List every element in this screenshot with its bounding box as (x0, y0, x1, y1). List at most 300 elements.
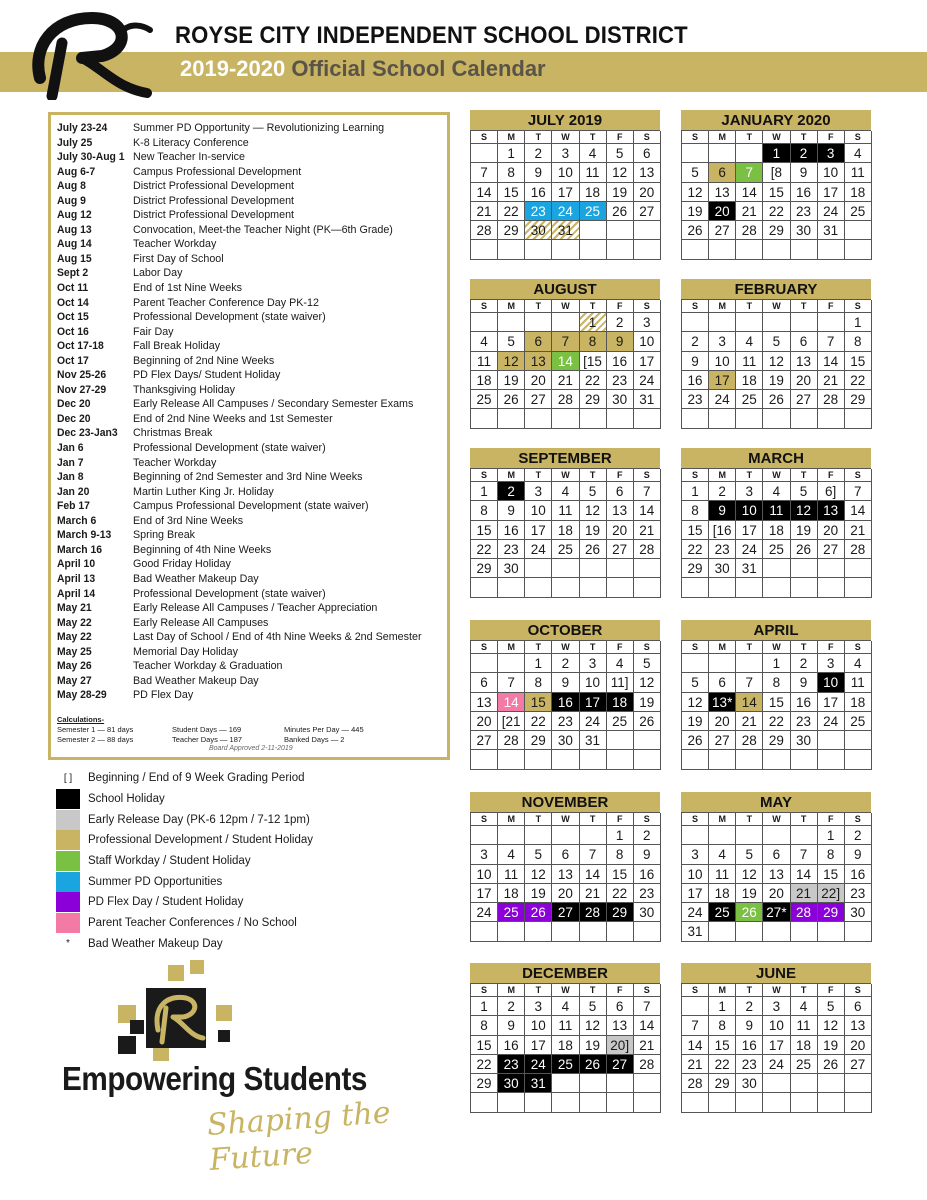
event-text: Fall Break Holiday (133, 340, 221, 353)
empty-cell (525, 578, 552, 597)
empty-cell (845, 922, 872, 941)
day-cell: 31 (580, 731, 607, 750)
day-cell: 18 (552, 521, 579, 540)
day-cell: 14 (791, 865, 818, 884)
day-cell: 23 (791, 712, 818, 731)
day-cell: 26 (682, 731, 709, 750)
event-date: May 22 (57, 616, 92, 629)
event-row (57, 528, 447, 543)
day-cell: 30 (498, 559, 525, 578)
day-cell: 15 (682, 521, 709, 540)
month-name: OCTOBER (470, 620, 660, 640)
day-cell: 21 (552, 371, 579, 390)
empty-cell (682, 1093, 709, 1112)
day-cell: 22 (580, 371, 607, 390)
day-cell: 17 (552, 183, 579, 202)
day-cell: 9 (736, 1016, 763, 1035)
empty-cell (580, 1074, 607, 1093)
empty-cell (498, 409, 525, 428)
legend-label: Professional Development / Student Holiday (88, 834, 314, 847)
day-cell: 3 (471, 845, 498, 864)
day-cell: 22 (525, 712, 552, 731)
empty-cell (818, 409, 845, 428)
day-cell: 23 (709, 540, 736, 559)
day-cell: 3 (818, 654, 845, 673)
event-text: Bad Weather Makeup Day (133, 572, 259, 585)
event-text: Fair Day (133, 325, 174, 338)
day-cell: 18 (552, 1036, 579, 1055)
day-cell: 23 (791, 202, 818, 221)
event-row (57, 426, 447, 441)
legend-item-flex (56, 892, 456, 913)
day-cell: 3 (552, 144, 579, 163)
day-cell: 2 (552, 654, 579, 673)
day-cell: 7 (498, 673, 525, 692)
empty-cell (552, 240, 579, 259)
empty-cell (791, 559, 818, 578)
day-cell: 6 (607, 482, 634, 501)
day-cell: 2 (791, 144, 818, 163)
event-text: Professional Development (state waiver) (133, 587, 326, 600)
day-cell: 19 (580, 1036, 607, 1055)
day-cell: 13 (818, 501, 845, 520)
weekday-header: S (682, 469, 709, 482)
day-cell: 10 (525, 501, 552, 520)
weekday-header: M (709, 641, 736, 654)
day-cell: 12 (498, 352, 525, 371)
event-text: Summer PD Opportunity — Revolutionizing Learning (133, 122, 385, 134)
day-cell: 12 (580, 1016, 607, 1035)
day-cell: 19 (634, 693, 661, 712)
day-cell: 5 (525, 845, 552, 864)
day-cell: 4 (736, 332, 763, 351)
day-cell: 16 (498, 1036, 525, 1055)
day-cell: 11 (552, 501, 579, 520)
day-cell: 15 (471, 521, 498, 540)
day-cell: 23 (634, 884, 661, 903)
day-cell: 7 (552, 332, 579, 351)
day-cell: 24 (552, 202, 579, 221)
day-cell: 10 (818, 163, 845, 182)
weekday-header: S (682, 813, 709, 826)
day-cell: 16 (607, 352, 634, 371)
event-text: Teacher Workday & Graduation (133, 660, 283, 673)
empty-cell (818, 1074, 845, 1093)
day-cell: 10 (552, 163, 579, 182)
weekday-header: M (498, 300, 525, 313)
event-row (57, 543, 447, 558)
event-row (57, 354, 447, 369)
empty-cell (471, 240, 498, 259)
event-date: May 22 (57, 631, 92, 644)
empty-cell (471, 922, 498, 941)
empty-cell (607, 240, 634, 259)
legend-item-sp (56, 871, 456, 892)
month-name: APRIL (681, 620, 871, 640)
event-date: Aug 6-7 (57, 165, 96, 178)
day-cell: 29 (682, 559, 709, 578)
day-cell: 8 (763, 673, 790, 692)
day-cell: 23 (498, 540, 525, 559)
event-text: Good Friday Holiday (133, 558, 231, 571)
empty-cell (525, 313, 552, 332)
empty-cell (552, 1093, 579, 1112)
event-text: First Day of School (133, 252, 224, 265)
event-row (57, 441, 447, 456)
day-cell: 25 (471, 390, 498, 409)
empty-cell (709, 409, 736, 428)
day-cell: 1 (682, 482, 709, 501)
day-cell: 26 (634, 712, 661, 731)
legend-label: PD Flex Day / Student Holiday (88, 896, 244, 909)
day-cell: 25 (552, 1055, 579, 1074)
day-cell: 19 (607, 183, 634, 202)
day-cell: 16 (682, 371, 709, 390)
legend-item-star (56, 934, 456, 955)
day-cell: 16 (791, 183, 818, 202)
legend-label: Early Release Day (PK-6 12pm / 7-12 1pm) (88, 813, 310, 826)
day-cell: 25 (845, 202, 872, 221)
day-cell: 5 (682, 163, 709, 182)
day-cell: 7 (818, 332, 845, 351)
day-cell: 20 (552, 884, 579, 903)
day-cell: 13 (763, 865, 790, 884)
empty-cell (634, 750, 661, 769)
weekday-header: F (607, 469, 634, 482)
logo-text-empowering: Empowering Students (62, 1060, 367, 1097)
event-row (57, 165, 447, 180)
empty-cell (682, 750, 709, 769)
day-cell: 31 (552, 221, 579, 240)
day-cell: 29 (498, 221, 525, 240)
day-cell: 6 (763, 845, 790, 864)
event-text: Christmas Break (133, 427, 213, 440)
month-name: MARCH (681, 448, 871, 468)
event-row (57, 499, 447, 514)
empty-cell (845, 750, 872, 769)
empty-cell (634, 1074, 661, 1093)
day-cell: 10 (736, 501, 763, 520)
day-cell: 24 (682, 903, 709, 922)
day-cell: 13 (791, 352, 818, 371)
weekday-header: T (525, 813, 552, 826)
empty-cell (552, 750, 579, 769)
event-date: Sept 2 (57, 267, 89, 280)
event-row (57, 179, 447, 194)
day-cell: 4 (471, 332, 498, 351)
event-text: Professional Development (state waiver) (133, 311, 326, 324)
event-row (57, 397, 447, 412)
day-cell: 26 (736, 903, 763, 922)
calc-minutes: Minutes Per Day — 445 (284, 725, 364, 734)
weekday-header: S (634, 131, 661, 144)
day-cell: 27 (845, 1055, 872, 1074)
day-cell: [16 (709, 521, 736, 540)
day-cell: 17 (709, 371, 736, 390)
day-cell: 28 (818, 390, 845, 409)
day-cell: 30 (791, 221, 818, 240)
event-row (57, 601, 447, 616)
day-cell: 7 (736, 163, 763, 182)
empty-cell (607, 578, 634, 597)
day-cell: 24 (525, 540, 552, 559)
day-cell: 6 (845, 997, 872, 1016)
weekday-header: W (552, 469, 579, 482)
weekday-header: S (682, 131, 709, 144)
events-list (57, 121, 447, 703)
event-row (57, 412, 447, 427)
month-name: FEBRUARY (681, 279, 871, 299)
day-cell: 3 (818, 144, 845, 163)
weekday-header: S (845, 300, 872, 313)
day-cell: 11] (607, 673, 634, 692)
empty-cell (607, 221, 634, 240)
empty-cell (634, 221, 661, 240)
weekday-header: T (580, 813, 607, 826)
empty-cell (791, 922, 818, 941)
weekday-header: F (607, 984, 634, 997)
event-date: Jan 6 (57, 442, 84, 455)
legend-swatch (56, 810, 80, 830)
day-cell: 30 (845, 903, 872, 922)
day-cell: 22 (763, 712, 790, 731)
day-cell: 21 (818, 371, 845, 390)
weekday-header: S (682, 984, 709, 997)
empty-cell (552, 922, 579, 941)
event-row (57, 237, 447, 252)
day-cell: 4 (498, 845, 525, 864)
event-text: Labor Day (133, 267, 183, 280)
day-cell: 13 (552, 865, 579, 884)
calc-teacher-days: Teacher Days — 187 (172, 735, 243, 744)
day-cell: 21 (791, 884, 818, 903)
day-cell: 28 (736, 221, 763, 240)
day-cell: 3 (709, 332, 736, 351)
day-cell: 5 (607, 144, 634, 163)
day-cell: 16 (791, 693, 818, 712)
empty-cell (607, 409, 634, 428)
month-name: AUGUST (470, 279, 660, 299)
empty-cell (498, 750, 525, 769)
day-cell: 31 (525, 1074, 552, 1093)
empty-cell (607, 750, 634, 769)
day-cell: 28 (634, 540, 661, 559)
weekday-header: W (552, 813, 579, 826)
day-cell: 17 (471, 884, 498, 903)
month-grid (470, 468, 660, 598)
legend (56, 768, 456, 954)
event-text: Last Day of School / End of 4th Nine Weeks & 2nd Semester (133, 631, 422, 644)
event-row (57, 296, 447, 311)
day-cell: 28 (845, 540, 872, 559)
day-cell: 2 (709, 482, 736, 501)
empty-cell (580, 559, 607, 578)
day-cell: 4 (552, 482, 579, 501)
empty-cell (709, 922, 736, 941)
empty-cell (736, 240, 763, 259)
weekday-header: M (709, 813, 736, 826)
day-cell: 19 (736, 884, 763, 903)
day-cell: 2 (736, 997, 763, 1016)
event-date: April 13 (57, 572, 96, 585)
day-cell: 24 (580, 712, 607, 731)
weekday-header: W (552, 641, 579, 654)
day-cell: 12 (763, 352, 790, 371)
empty-cell (552, 313, 579, 332)
day-cell: 19 (682, 712, 709, 731)
event-text: District Professional Development (133, 180, 295, 193)
day-cell: 27 (471, 731, 498, 750)
month-grid (681, 299, 871, 429)
day-cell: 16 (736, 1036, 763, 1055)
school-year: 2019-2020 (180, 56, 286, 81)
month-grid (470, 130, 660, 260)
empty-cell (525, 922, 552, 941)
day-cell: 20 (791, 371, 818, 390)
weekday-header: F (818, 813, 845, 826)
day-cell: 17 (818, 693, 845, 712)
day-cell: 30 (634, 903, 661, 922)
day-cell: 1 (763, 144, 790, 163)
day-cell: 1 (763, 654, 790, 673)
day-cell: 6] (818, 482, 845, 501)
month-september (470, 448, 660, 598)
day-cell: 29 (580, 390, 607, 409)
day-cell: 3 (763, 997, 790, 1016)
day-cell: 16 (498, 521, 525, 540)
weekday-header: W (552, 131, 579, 144)
day-cell: 18 (580, 183, 607, 202)
day-cell: 15 (709, 1036, 736, 1055)
legend-swatch (56, 913, 80, 933)
event-row (57, 368, 447, 383)
event-row (57, 223, 447, 238)
day-cell: 8 (498, 163, 525, 182)
empty-cell (763, 409, 790, 428)
day-cell: 26 (580, 1055, 607, 1074)
day-cell: 6 (525, 332, 552, 351)
empty-cell (498, 922, 525, 941)
day-cell: 23 (552, 712, 579, 731)
day-cell: 12 (682, 693, 709, 712)
empty-cell (791, 240, 818, 259)
event-text: Memorial Day Holiday (133, 645, 238, 658)
day-cell: 25 (607, 712, 634, 731)
empty-cell (607, 559, 634, 578)
legend-swatch (56, 872, 80, 892)
empty-cell (736, 750, 763, 769)
day-cell: 17 (682, 884, 709, 903)
month-grid (681, 130, 871, 260)
legend-label: Staff Workday / Student Holiday (88, 855, 251, 868)
empty-cell (471, 750, 498, 769)
day-cell: 8 (607, 845, 634, 864)
empty-cell (580, 922, 607, 941)
day-cell: 18 (763, 521, 790, 540)
calc-heading: Calculations- (57, 715, 105, 724)
event-row (57, 136, 447, 151)
event-row (57, 281, 447, 296)
weekday-header: T (791, 641, 818, 654)
weekday-header: T (736, 131, 763, 144)
empty-cell (763, 313, 790, 332)
day-cell: 4 (709, 845, 736, 864)
empty-cell (471, 144, 498, 163)
legend-item-er (56, 809, 456, 830)
day-cell: 19 (580, 521, 607, 540)
empty-cell (607, 1093, 634, 1112)
day-cell: 5 (763, 332, 790, 351)
event-text: K-8 Literacy Conference (133, 136, 249, 149)
event-date: Aug 8 (57, 180, 86, 193)
empty-cell (580, 826, 607, 845)
day-cell: 31 (736, 559, 763, 578)
event-date: Jan 7 (57, 456, 84, 469)
day-cell: 22 (607, 884, 634, 903)
event-row (57, 645, 447, 660)
weekday-header: S (682, 300, 709, 313)
event-date: Aug 12 (57, 209, 92, 222)
day-cell: 11 (709, 865, 736, 884)
empty-cell (845, 1093, 872, 1112)
day-cell: 21 (580, 884, 607, 903)
day-cell: 6 (634, 144, 661, 163)
event-date: Oct 16 (57, 325, 89, 338)
day-cell: 30 (525, 221, 552, 240)
event-date: May 28-29 (57, 689, 107, 702)
day-cell: 14 (498, 693, 525, 712)
day-cell: 18 (845, 183, 872, 202)
day-cell: 20] (607, 1036, 634, 1055)
empty-cell (634, 922, 661, 941)
day-cell: 28 (736, 731, 763, 750)
month-december (470, 963, 660, 1113)
empty-cell (736, 1093, 763, 1112)
empty-cell (525, 559, 552, 578)
day-cell: 9 (791, 673, 818, 692)
legend-swatch (56, 851, 80, 871)
month-may (681, 792, 871, 942)
event-text: Campus Professional Development (state waiver) (133, 500, 369, 513)
day-cell: 3 (634, 313, 661, 332)
day-cell: 28 (634, 1055, 661, 1074)
day-cell: 24 (763, 1055, 790, 1074)
empty-cell (763, 750, 790, 769)
empty-cell (791, 1074, 818, 1093)
day-cell: 7 (845, 482, 872, 501)
weekday-header: S (845, 813, 872, 826)
day-cell: 25 (845, 712, 872, 731)
day-cell: 8 (525, 673, 552, 692)
event-text: Early Release All Campuses (133, 616, 269, 629)
day-cell: 29 (763, 731, 790, 750)
day-cell: 20 (607, 521, 634, 540)
empty-cell (736, 654, 763, 673)
day-cell: 25 (498, 903, 525, 922)
empty-cell (580, 1093, 607, 1112)
weekday-header: W (763, 641, 790, 654)
empty-cell (580, 221, 607, 240)
day-cell: 6 (552, 845, 579, 864)
day-cell: 11 (471, 352, 498, 371)
empty-cell (736, 922, 763, 941)
event-date: Aug 15 (57, 252, 92, 265)
event-row (57, 485, 447, 500)
month-august (470, 279, 660, 429)
empty-cell (791, 409, 818, 428)
day-cell: 21 (471, 202, 498, 221)
empty-cell (818, 240, 845, 259)
